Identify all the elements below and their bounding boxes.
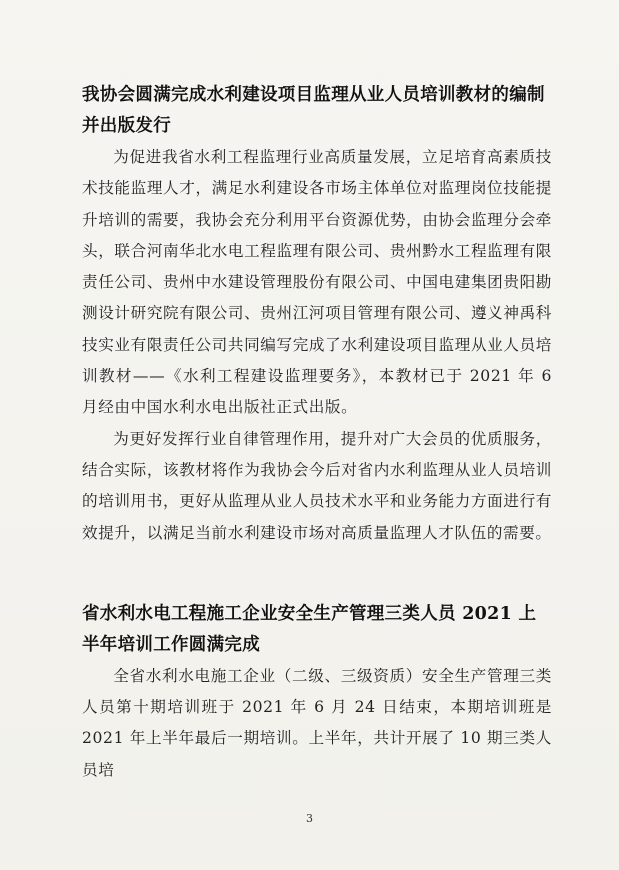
section-1-heading: 我协会圆满完成水利建设项目监理从业人员培训教材的编制并出版发行 [82, 85, 545, 136]
section-1-paragraph-1: 为促进我省水利工程监理行业高质量发展，立足培育高素质技术技能监理人才，满足水利建设各市场主体单位对监理岗位技能提升培训的需要，我协会充分利用平台资源优势，由协会监理分会牵头，联合河南华北水电工程监理有限公司、贵州黔水工程监理有限责任公司、贵州中水建设管理股份有限公司、中国电建集团贵阳勘测设计研究院有限公司、贵州江河项目管理有限公司、遵义神禹科技实业有限责任公司共同编写完成了水利建设项目监理从业人员培训教材——《水利工程建设监理要务》，本教材已于 2021 年 6 月经由中国水利水电出版社正式出版。 [82, 148, 552, 417]
section-2-paragraph-1: 全省水利水电施工企业（二级、三级资质）安全生产管理三类人员第十期培训班于 2021 年 6 月 24 日结束，本期培训班是 2021 年上半年最后一期培训。上半年，共计开展了 10 期三类人员培 [82, 666, 552, 779]
document-body [82, 80, 552, 786]
section-1-paragraph-2: 为更好发挥行业自律管理作用，提升对广大会员的优质服务，结合实际，该教材将作为我协会今后对省内水利监理从业人员培训的培训用书，更好从监理从业人员技术水平和业务能力方面进行有效提升，以满足当前水利建设市场对高质量监理人才队伍的需要。 [82, 429, 552, 542]
page-number: 3 [306, 812, 313, 825]
section-2-heading: 省水利水电工程施工企业安全生产管理三类人员 2021 上半年培训工作圆满完成 [82, 603, 537, 655]
